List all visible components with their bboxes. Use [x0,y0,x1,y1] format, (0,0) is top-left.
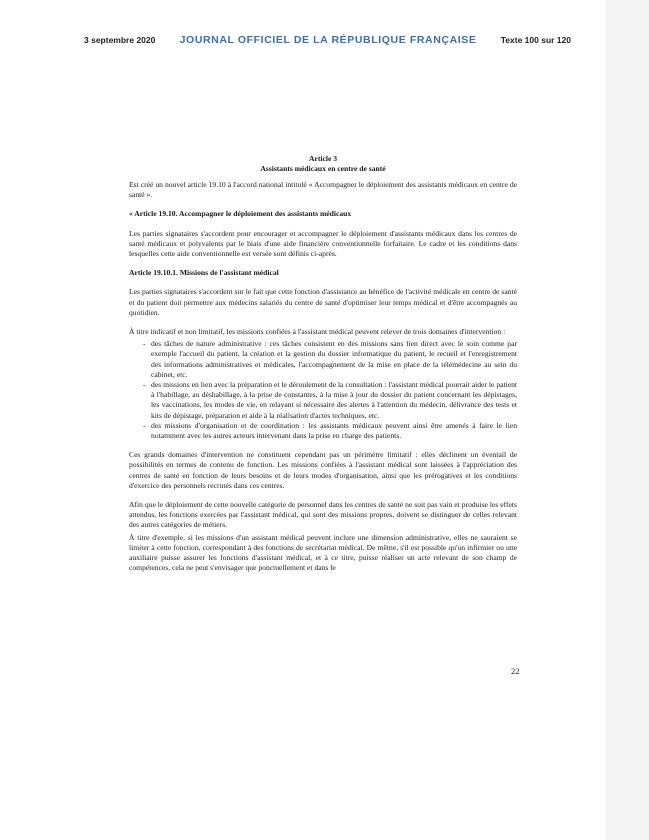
list-item: - des missions en lien avec la préparation et le déroulement de la consultation : l'assistant médical pourrait aider le patient à l'habillage, au déshabillage, à la prise de constantes, à la mise à jour du dossier du patient concernant les dépistages, les vaccinations, les modes de vie, en relayant si nécessaire des alertes à l'attention du médecin, délivrance des tests et kits de dépistage, préparation et aide à la réalisation d'actes techniques, etc. [151,380,517,421]
page-edge-shade [605,0,649,840]
missions-list [129,339,517,441]
section-title: « Article 19.10. Accompagner le déploiement des assistants médicaux [129,209,352,219]
paragraph-1: Les parties signataires s'accordent pour encourager et accompagner le déploiement d'assistants médicaux dans les centres de santé médicaux et polyvalents par le biais d'une aide financière conventionnelle forfaitaire. Le cadre et les conditions dans lesquelles cette aide conventionnelle est versée sont définis ci-après. [129,228,517,259]
publication-date: 3 septembre 2020 [84,35,156,45]
paragraph-3: À titre indicatif et non limitatif, les missions confiées à l'assistant médical peuvent relever de trois domaines d'intervention : [129,327,506,337]
intro-paragraph: Est créé un nouvel article 19.10 à l'accord national intitulé « Accompagner le déploiement des assistants médicaux en centre de santé ». [129,180,517,200]
article-title: Assistants médicaux en centre de santé [260,164,386,173]
page-number: 22 [511,666,520,676]
paragraph-2: Les parties signataires s'accordent sur le fait que cette fonction d'assistance au bénéfice de l'activité médicale en centre de santé et du patient doit permettre aux médecins salariés du centre de santé d'optimiser leur temps médical et d'être accompagnés au quotidien. [129,287,517,317]
list-item: - des tâches de nature administrative : ces tâches consistent en des missions sans lien direct avec le soin comme par exemple l'accueil du patient, la création et la gestion du dossier informatique du patient, le recueil et l'enregistrement des informations administratives et médicales, l'accompagnement de la mise en place de la télémédecine au sein du cabinet, etc. [151,339,517,380]
text-reference: Texte 100 sur 120 [500,35,571,45]
document-body [129,154,517,583]
article-number: Article 3 [308,154,338,163]
list-item: - des missions d'organisation et de coordination : les assistants médicaux peuvent ainsi être amenés à faire le lien notamment avec les autres acteurs intervenant dans la prise en charge des patients. [151,421,517,441]
article-heading [129,154,517,174]
paragraph-5: Afin que le déploiement de cette nouvelle catégorie de personnel dans les centres de santé ne soit pas vain et produise les effets attendus, les fonctions exercées par l'assistant médical, qui sont des missions propres, doivent se distinguer de celles relevant des autres catégories de métiers. [129,500,517,530]
paragraph-6: À titre d'exemple, si les missions d'un assistant médical peuvent inclure une dimension administrative, elles ne sauraient se limiter à cette fonction, correspondant à des fonctions de secrétariat médical. De même, s'il est possible qu'un infirmier ou une auxiliaire puisse assurer les fonctions d'assistant médical, et à ce titre, puisse réaliser un acte relevant de son champ de compétences, cela ne peut s'envisager que ponctuellement et dans le [129,532,517,573]
paragraph-4: Ces grands domaines d'intervention ne constituent cependant pas un périmètre limitatif : elles déclinent un éventail de possibilités en termes de contenu de fonction. Les missions confiées à l'assistant médical sont laissées à l'appréciation des centres de santé en fonction de leurs besoins et de leurs modes d'organisation, ainsi que les prérogatives et les conditions d'exercice des personnels recrutés dans ces centres. [129,450,517,490]
subsection-title: Article 19.10.1. Missions de l'assistant médical [129,268,279,278]
page-header [84,34,571,46]
journal-title: JOURNAL OFFICIEL DE LA RÉPUBLIQUE FRANÇAISE [179,34,477,46]
